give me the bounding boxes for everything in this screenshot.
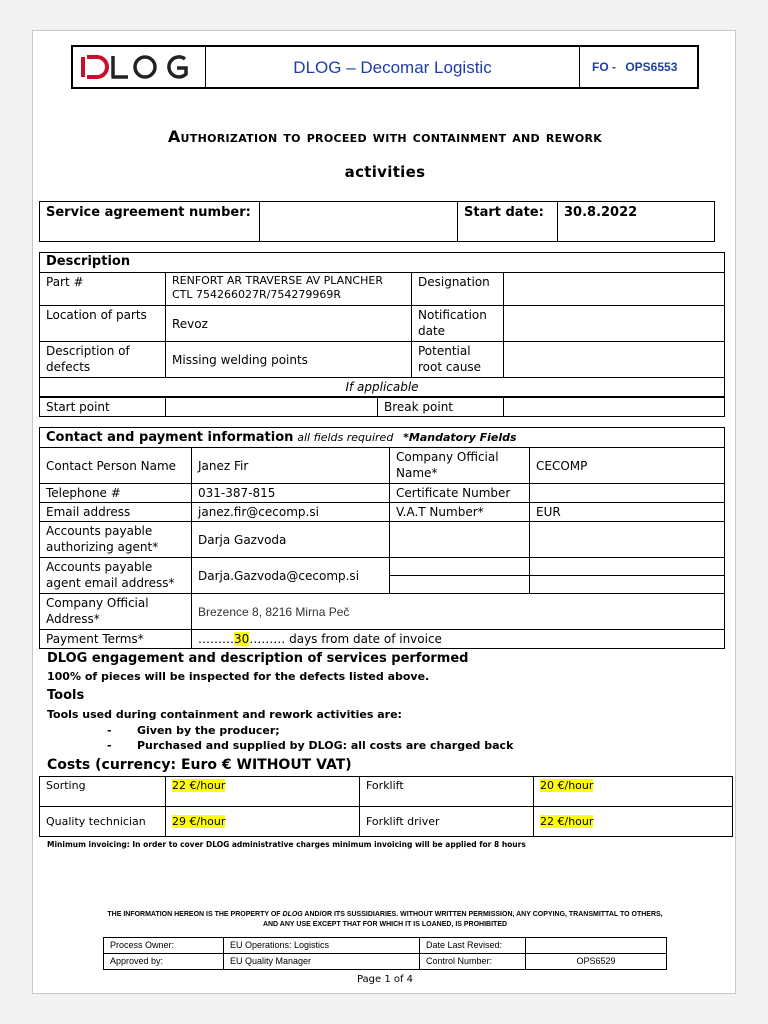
tools-item-2-text: Purchased and supplied by DLOG: all costs are charged back — [137, 739, 514, 752]
document-title-line2: activities — [344, 163, 426, 181]
certificate-value[interactable] — [530, 484, 725, 503]
terms-suffix: ……… days from date of invoice — [249, 632, 442, 646]
ap-agent-extra-2 — [530, 522, 725, 558]
contact-person-value[interactable]: Janez Fir — [192, 448, 390, 484]
notice-part-a: THE INFORMATION HEREON IS THE PROPERTY OF — [107, 911, 283, 918]
ap-email-extra-4 — [530, 576, 725, 594]
payment-terms-label: Payment Terms* — [40, 630, 192, 649]
company-name-label: Company Official Name* — [390, 448, 530, 484]
company-name: DLOG – Decomar Logistic — [206, 47, 580, 87]
break-point-label: Break point — [378, 398, 504, 417]
document-header — [71, 45, 699, 89]
vat-label: V.A.T Number* — [390, 503, 530, 522]
forklift-value[interactable] — [534, 777, 733, 807]
date-revised-label: Date Last Revised: — [420, 938, 526, 954]
form-label: FO - — [592, 60, 616, 74]
company-name-value[interactable]: CECOMP — [530, 448, 725, 484]
root-cause-value[interactable] — [504, 342, 725, 378]
document-page — [32, 30, 736, 994]
location-label: Location of parts — [40, 306, 166, 342]
engagement-heading: DLOG engagement and description of services performed — [47, 651, 469, 666]
ap-email-extra-3 — [390, 576, 530, 594]
quality-tech-label: Quality technician — [40, 807, 166, 837]
approved-by-value: EU Quality Manager — [224, 954, 420, 970]
document-title: Authorization to proceed with containment and rework — [167, 127, 603, 146]
costs-heading: Costs (currency: Euro € WITHOUT VAT) — [47, 757, 352, 773]
notice-part-b: DLOG — [282, 911, 303, 918]
part-value[interactable]: RENFORT AR TRAVERSE AV PLANCHER CTL 754266027R/754279969R — [166, 273, 412, 306]
contact-heading-row — [40, 428, 725, 448]
control-number-label: Control Number: — [420, 954, 526, 970]
email-label: Email address — [40, 503, 192, 522]
defects-value[interactable]: Missing welding points — [166, 342, 412, 378]
address-label: Company Official Address* — [40, 594, 192, 630]
tools-intro: Tools used during containment and rework activities are: — [47, 708, 402, 721]
dlog-logo — [73, 47, 206, 87]
control-table — [103, 937, 667, 970]
engagement-text: 100% of pieces will be inspected for the defects listed above. — [47, 670, 430, 683]
terms-prefix: ……… — [198, 632, 234, 646]
property-notice-line2: AND ANY USE EXCEPT THAT FOR WHICH IT IS LOANED, IS PROHIBITED — [262, 921, 508, 928]
agreement-label: Service agreement number: — [40, 202, 260, 242]
ap-agent-extra-1 — [390, 522, 530, 558]
contact-table — [39, 427, 725, 649]
ap-agent-label: Accounts payable authorizing agent* — [40, 522, 192, 558]
control-number-value: OPS6529 — [526, 954, 667, 970]
notice-part-c: AND/OR ITS SUSSIDIARIES. WITHOUT WRITTEN PERMISSION, ANY COPYING, TRANSMITTAL TO OTHERS, — [302, 911, 663, 918]
ap-email-value[interactable]: Darja.Gazvoda@cecomp.si — [192, 558, 390, 594]
sorting-label: Sorting — [40, 777, 166, 807]
designation-value[interactable] — [504, 273, 725, 306]
location-value[interactable]: Revoz — [166, 306, 412, 342]
all-required-note: all fields required — [297, 431, 394, 444]
forklift-rate: 20 €/hour — [540, 779, 594, 792]
vat-value[interactable]: EUR — [530, 503, 725, 522]
root-cause-label: Potential root cause — [412, 342, 504, 378]
ap-email-extra-2 — [530, 558, 725, 576]
tools-item-1-text: Given by the producer; — [137, 724, 280, 737]
ap-email-label: Accounts payable agent email address* — [40, 558, 192, 594]
mandatory-note: *Mandatory Fields — [403, 431, 517, 444]
start-point-value[interactable] — [166, 398, 378, 417]
form-number: OPS6553 — [625, 60, 678, 74]
tools-item-1: - Given by the producer; — [107, 724, 280, 737]
break-point-value[interactable] — [504, 398, 725, 417]
defects-label: Description of defects — [40, 342, 166, 378]
terms-days: 30 — [234, 632, 250, 646]
start-date-value[interactable]: 30.8.2022 — [558, 202, 715, 242]
start-point-label: Start point — [40, 398, 166, 417]
description-table — [39, 252, 725, 397]
tools-item-2: - Purchased and supplied by DLOG: all costs are charged back — [107, 739, 514, 752]
forklift-driver-value[interactable] — [534, 807, 733, 837]
sorting-value[interactable] — [166, 777, 360, 807]
quality-tech-rate: 29 €/hour — [172, 814, 226, 828]
dlog-logo-icon — [73, 47, 205, 87]
description-heading: Description — [40, 253, 725, 273]
telephone-value[interactable]: 031-387-815 — [192, 484, 390, 503]
points-table — [39, 397, 725, 417]
page-number: Page 1 of 4 — [356, 974, 414, 985]
agreement-table — [39, 201, 715, 242]
part-label: Part # — [40, 273, 166, 306]
approved-by-label: Approved by: — [104, 954, 224, 970]
address-value[interactable]: Brezence 8, 8216 Mirna Peč — [192, 594, 725, 630]
process-owner-label: Process Owner: — [104, 938, 224, 954]
forklift-driver-rate: 22 €/hour — [540, 814, 594, 828]
start-date-label: Start date: — [458, 202, 558, 242]
contact-heading: Contact and payment information — [46, 430, 294, 445]
ap-email-extra-1 — [390, 558, 530, 576]
agreement-value[interactable] — [260, 202, 458, 242]
if-applicable-note: If applicable — [40, 378, 725, 397]
contact-person-label: Contact Person Name — [40, 448, 192, 484]
telephone-label: Telephone # — [40, 484, 192, 503]
payment-terms-value[interactable] — [192, 630, 725, 649]
forklift-label: Forklift — [360, 777, 534, 807]
designation-label: Designation — [412, 273, 504, 306]
certificate-label: Certificate Number — [390, 484, 530, 503]
email-value[interactable]: janez.fir@cecomp.si — [192, 503, 390, 522]
minimum-invoicing-note: Minimum invoicing: In order to cover DLOG administrative charges minimum invoicing will be applied for 8 hours — [47, 840, 526, 849]
notification-value[interactable] — [504, 306, 725, 342]
date-revised-value — [526, 938, 667, 954]
form-code — [580, 47, 697, 87]
tools-heading: Tools — [47, 688, 85, 703]
sorting-rate: 22 €/hour — [172, 779, 226, 792]
forklift-driver-label: Forklift driver — [360, 807, 534, 837]
costs-table — [39, 776, 733, 837]
notification-label: Notification date — [412, 306, 504, 342]
quality-tech-value[interactable] — [166, 807, 360, 837]
ap-agent-value[interactable]: Darja Gazvoda — [192, 522, 390, 558]
process-owner-value: EU Operations: Logistics — [224, 938, 420, 954]
property-notice-line1 — [33, 911, 737, 918]
